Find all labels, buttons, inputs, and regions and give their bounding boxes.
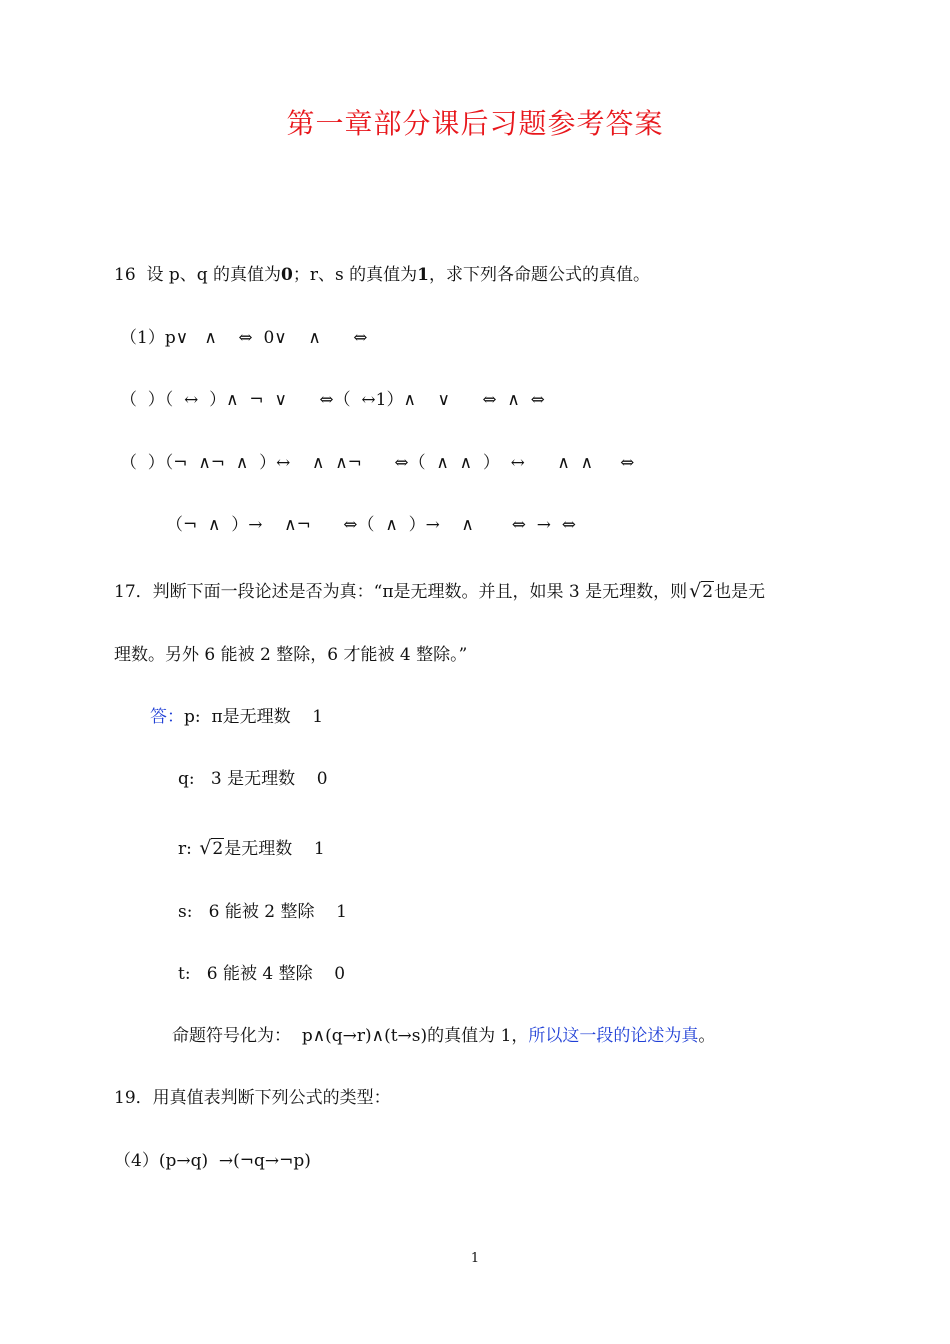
prop-label: p:: [184, 707, 201, 727]
question-number: 17．: [114, 582, 153, 602]
answer-s: [178, 900, 347, 924]
truth-value-zero: 0: [281, 265, 293, 285]
prop-label: t:: [178, 964, 191, 984]
sqrt-radicand: 2: [702, 582, 714, 602]
question-text: 也是无: [714, 582, 766, 602]
sqrt-icon: √: [199, 837, 212, 859]
prop-label: r:: [178, 839, 192, 859]
prop-text: 6 能被 4 整除: [206, 964, 313, 984]
question-16: [114, 263, 650, 287]
sqrt-expression: [197, 836, 224, 861]
sqrt-radicand: 2: [212, 839, 224, 859]
question-17-line-2: 理数。另外 6 能被 2 整除，6 才能被 4 整除。”: [114, 645, 468, 665]
conclusion: 所以这一段的论述为真: [528, 1026, 699, 1046]
prop-text: 6 能被 2 整除: [208, 902, 315, 922]
question-19: [114, 1086, 391, 1110]
answer-q: [178, 767, 328, 791]
sqrt-expression: [687, 579, 714, 604]
formula-line-1: （1）p∨ ∧ ⇔ 0∨ ∧ ⇔: [120, 328, 368, 348]
question-number: 16: [114, 265, 136, 285]
period: 。: [698, 1026, 716, 1046]
answer-r: [178, 836, 325, 861]
prop-text: 是无理数: [224, 839, 293, 859]
question-17: [114, 579, 765, 604]
question-text: ，求下列各命题公式的真值。: [428, 265, 650, 285]
prop-value: 0: [334, 964, 346, 984]
answer-label: 答：: [150, 707, 184, 727]
prop-value: 1: [312, 707, 324, 727]
question-number: 19．: [114, 1088, 153, 1108]
page-number: 1: [470, 1251, 480, 1266]
sqrt-icon: √: [689, 580, 702, 602]
question-text: 设 p、q 的真值为: [146, 265, 282, 285]
symbolize-label: 命题符号化为：: [172, 1026, 291, 1046]
formula-line-4: （¬ ∧ ）→ ∧¬ ⇔（ ∧ ）→ ∧ ⇔ → ⇔: [166, 515, 577, 535]
prop-label: q:: [178, 769, 195, 789]
question-text: 用真值表判断下列公式的类型：: [152, 1088, 391, 1108]
truth-value-one: 1: [417, 265, 429, 285]
prop-value: 0: [316, 769, 328, 789]
question-19-item-4: （4）(p→q) →(¬q→¬p): [114, 1151, 311, 1171]
prop-value: 1: [336, 902, 347, 922]
answer-t: [178, 962, 345, 986]
prop-text: 3 是无理数: [210, 769, 296, 789]
question-text: 判断下面一段论述是否为真：“π是无理数。并且，如果 3 是无理数，则: [152, 582, 688, 602]
formula-line-3: （ ）（¬ ∧¬ ∧ ）↔ ∧ ∧¬ ⇔（ ∧ ∧ ） ↔ ∧ ∧ ⇔: [120, 453, 635, 473]
formula-line-2: （ ）（ ↔ ）∧ ¬ ∨ ⇔（ ↔1）∧ ∨ ⇔ ∧ ⇔: [120, 390, 545, 410]
page-title: 第一章部分课后习题参考答案: [286, 107, 664, 140]
symbolization: [172, 1024, 715, 1048]
question-text: ；r、s 的真值为: [292, 265, 418, 285]
formula: p∧(q→r)∧(t→s)的真值为 1，: [301, 1026, 529, 1046]
prop-label: s:: [178, 902, 193, 922]
prop-text: π是无理数: [211, 707, 291, 727]
answer-p: [150, 705, 323, 729]
prop-value: 1: [313, 839, 325, 859]
